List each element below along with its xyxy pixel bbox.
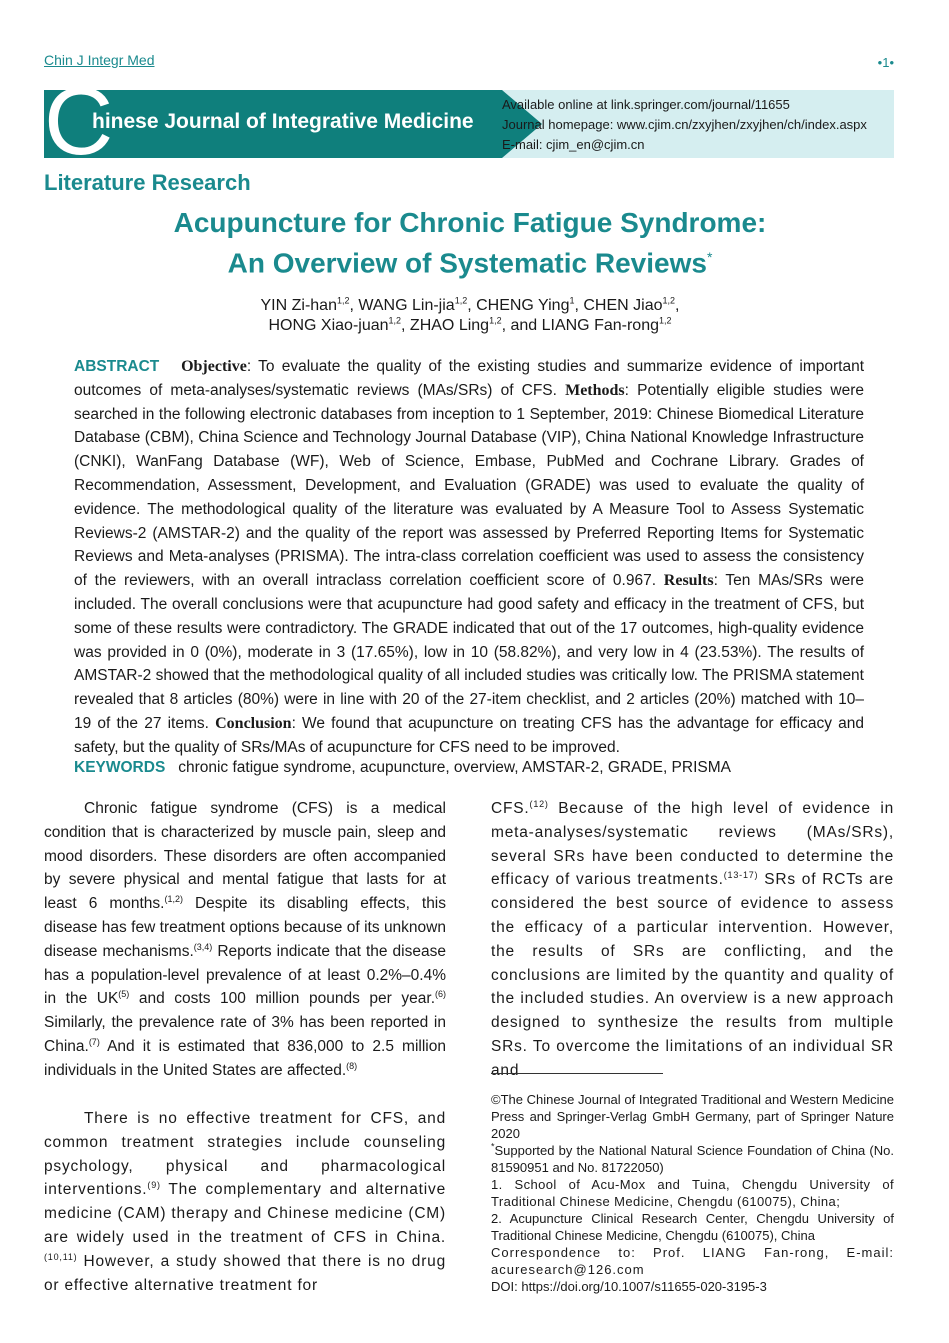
body-text: Despite its disabling effects, this disease has few treatment options because of its unknown disease mechanisms. bbox=[44, 895, 447, 960]
results-label: Results bbox=[663, 572, 714, 590]
author-name: YIN Zi-han bbox=[260, 297, 337, 314]
journal-logo-letter: C bbox=[44, 68, 114, 175]
body-text: There is no effective treatment for CFS, and common treatment strategies include counseling psychology, physical and pharmacological interventions. bbox=[44, 1110, 446, 1199]
title-line-1: Acupuncture for Chronic Fatigue Syndrome: bbox=[173, 207, 767, 238]
article-title bbox=[100, 205, 840, 280]
author-list bbox=[100, 296, 840, 336]
keywords bbox=[74, 759, 731, 777]
page-number: •1• bbox=[877, 55, 894, 70]
citation[interactable]: (9) bbox=[147, 1180, 161, 1191]
body-paragraph-3 bbox=[491, 797, 894, 1083]
author-line-1: YIN Zi-han$^{1,2}$, WANG Lin-jia$^{1,2}$, CHENG Ying$^1$, CHEN Jiao$^{1,2}$, bbox=[260, 295, 680, 314]
affiliation-1: 1. School of Acu-Mox and Tuina, Chengdu University of Traditional Chinese Medicine, Chengdu (610075), China; bbox=[491, 1177, 894, 1209]
results-text: : Ten MAs/SRs were included. The overall conclusions were that acupuncture had good safety and efficacy in the treatment of CFS, but some of these results were contradictory. The GRADE indicated that out of the 17 outcomes, high-quality evidence was provided in 0 (0%), moderate in 3 (17.65%), low in 10 (58.82%), and very low in 4 (23.53%). The results of AMSTAR-2 showed that the methodological quality of all included studies was critically low. The PRISMA statement revealed that 8 articles (80%) were in line with 20 of the 27-item checklist, and 2 articles (20%) matched with 10–19 of the 27 items. bbox=[74, 572, 864, 732]
body-text: Chronic fatigue syndrome (CFS) is a medical condition that is characterized by muscle pain, sleep and mood disorders. These disorders are often accompanied by severe physical and mental fatigue that lasts for at least 6 months. bbox=[44, 800, 446, 913]
citation[interactable]: (10,11) bbox=[44, 1251, 78, 1262]
funding-note bbox=[491, 1142, 894, 1176]
title-footnote-mark: * bbox=[706, 249, 713, 265]
journal-abbrev-link[interactable]: Chin J Integr Med bbox=[44, 52, 155, 68]
body-text: and costs 100 million pounds per year. bbox=[129, 990, 435, 1008]
author-affil: 1,2 bbox=[489, 315, 502, 326]
abstract bbox=[74, 355, 864, 760]
body-text: Reports indicate that the disease has a population-level prevalence of at least 0.2%–0.4% in the UK bbox=[44, 942, 446, 1008]
citation[interactable]: (5) bbox=[118, 989, 130, 1000]
author-name: WANG Lin-jia bbox=[358, 297, 455, 314]
doi-link[interactable]: DOI: https://doi.org/10.1007/s11655-020-3195-3 bbox=[491, 1279, 767, 1294]
title-line-2-text: An Overview of Systematic Reviews bbox=[227, 247, 707, 279]
keywords-text: chronic fatigue syndrome, acupuncture, overview, AMSTAR-2, GRADE, PRISMA bbox=[178, 759, 731, 776]
citation[interactable]: (6) bbox=[435, 989, 446, 1000]
author-name: HONG Xiao-juan bbox=[268, 317, 389, 334]
methods-label: Methods bbox=[565, 381, 625, 399]
journal-title: hinese Journal of Integrative Medicine bbox=[92, 110, 474, 133]
author-name: LIANG Fan-rong bbox=[541, 317, 659, 334]
copyright-note: ©The Chinese Journal of Integrated Traditional and Western Medicine Press and Springer-Verlag GmbH Germany, part of Springer Nature 2020 bbox=[491, 1092, 894, 1141]
author-affil: 1 bbox=[569, 295, 575, 306]
journal-homepage[interactable]: Journal homepage: www.cjim.cn/zxyjhen/zxyjhen/ch/index.aspx bbox=[502, 117, 867, 132]
body-text: SRs of RCTs are considered the best source of evidence to assess the efficacy of a particular intervention. However, the results of SRs are conflicting, and the conclusions are limited by the quantity and quality of the included studies. An overview is a new approach designed to synthesize the results from multiple SRs. To overcome the limitations of an individual SR and bbox=[491, 871, 894, 1079]
methods-text: : Potentially eligible studies were searched in the following electronic databases from inception to 1 September, 2019: Chinese Biomedical Literature Database (CBM), China Science and Technology Journal Database (VIP), China National Knowledge Infrastructure (CNKI), WanFang Database (WF), Web of Science, Embase, PubMed and Cochrane Library. Grades of Recommendation, Assessment, Development, and Evaluation (GRADE) was used to evaluate the quality of evidence. The methodological quality of the literature was evaluated by A Measure Tool to Assess Systematic Reviews-2 (AMSTAR-2) and the quality of the report was assessed by Preferred Reporting Items for Systematic Reviews and Meta-analyses (PRISMA). The intra-class correlation coefficient was used to assess the consistency of the reviewers, with an overall intraclass correlation coefficient score of 0.967. bbox=[74, 381, 864, 590]
journal-available-online[interactable]: Available online at link.springer.com/journal/11655 bbox=[502, 97, 790, 112]
footnote-divider bbox=[491, 1073, 663, 1074]
funding-text: Supported by the National Natural Science Foundation of China (No. 81590951 and No. 81722050) bbox=[491, 1143, 894, 1175]
title-line-2 bbox=[100, 240, 840, 280]
author-affil: 1,2 bbox=[336, 295, 350, 306]
conclusion-text: : We found that acupuncture on treating CFS has the advantage for efficacy and safety, but the quality of SRs/MAs of acupuncture for CFS need to be improved. bbox=[74, 714, 864, 756]
author-name: CHEN Jiao bbox=[583, 297, 663, 314]
journal-info bbox=[502, 95, 867, 155]
funding-mark: * bbox=[491, 1141, 495, 1152]
correspondence-note[interactable]: Correspondence to: Prof. LIANG Fan-rong, E-mail: acuresearch@126.com bbox=[491, 1245, 894, 1277]
body-text: The complementary and alternative medicine (CAM) therapy and Chinese medicine (CM) are widely used in the treatment of CFS in China. bbox=[44, 1181, 446, 1246]
body-text: However, a study showed that there is no drug or effective alternative treatment for bbox=[44, 1252, 446, 1294]
author-affil: 1,2 bbox=[662, 295, 676, 306]
citation[interactable]: (8) bbox=[346, 1060, 358, 1071]
author-line-2: HONG Xiao-juan$^{1,2}$, ZHAO Ling$^{1,2}$, and LIANG Fan-rong$^{1,2}$ bbox=[268, 315, 672, 334]
author-affil: 1,2 bbox=[659, 315, 672, 326]
citation[interactable]: (3,4) bbox=[193, 941, 213, 952]
abstract-heading: ABSTRACT bbox=[74, 358, 160, 375]
keywords-label: KEYWORDS bbox=[74, 759, 166, 776]
objective-text: : To evaluate the quality of the existing studies and summarize evidence of important outcomes of meta-analyses/systematic reviews (MAs/SRs) of CFS. bbox=[74, 358, 864, 399]
journal-banner bbox=[44, 68, 894, 175]
affiliation-2: 2. Acupuncture Clinical Research Center, Chengdu University of Traditional Chinese Medicine, Chengdu (610075), China bbox=[491, 1211, 894, 1243]
body-text: Similarly, the prevalence rate of 3% has been reported in China. bbox=[44, 1014, 446, 1055]
body-paragraph-2 bbox=[44, 1107, 446, 1297]
conclusion-label: Conclusion bbox=[215, 714, 292, 732]
citation[interactable]: (1,2) bbox=[164, 894, 183, 905]
journal-email[interactable]: E-mail: cjim_en@cjim.cn bbox=[502, 137, 645, 152]
body-paragraph-1 bbox=[44, 797, 446, 1083]
author-affil: 1,2 bbox=[454, 295, 468, 306]
footnotes bbox=[491, 1091, 894, 1295]
author-name: ZHAO Ling bbox=[409, 317, 490, 334]
citation[interactable]: (12) bbox=[529, 798, 549, 809]
body-text: And it is estimated that 836,000 to 2.5 million individuals in the United States are affected. bbox=[44, 1037, 446, 1079]
author-affil: 1,2 bbox=[388, 315, 402, 326]
body-text: CFS. bbox=[491, 800, 530, 817]
author-name: CHENG Ying bbox=[476, 297, 570, 314]
citation[interactable]: (13-17) bbox=[723, 870, 759, 881]
objective-label: Objective bbox=[181, 358, 247, 375]
citation[interactable]: (7) bbox=[88, 1036, 100, 1047]
section-label: Literature Research bbox=[44, 170, 251, 195]
body-text: Because of the high level of evidence in meta-analyses/systematic reviews (MAs/SRs), several SRs have been conducted to determine the efficacy of various treatments. bbox=[491, 800, 894, 889]
